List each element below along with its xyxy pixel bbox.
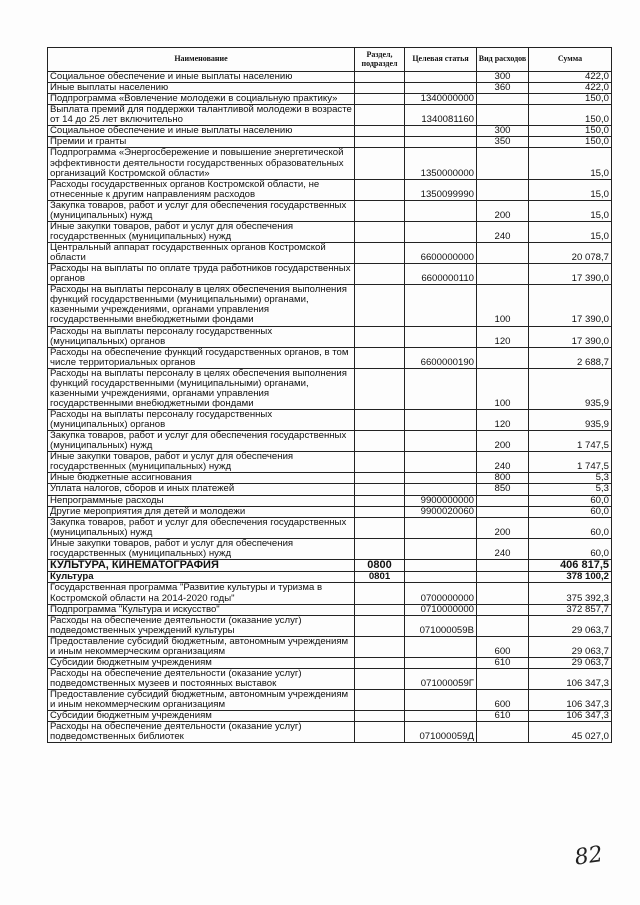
- cell-article: [405, 200, 477, 221]
- cell-name: Культура: [48, 572, 355, 583]
- cell-section: 0801: [355, 572, 405, 583]
- cell-type: 610: [477, 657, 529, 668]
- table-row: [48, 264, 612, 285]
- cell-name: Расходы на выплаты по оплате труда работников государственных органов: [48, 264, 355, 285]
- cell-section: [355, 431, 405, 452]
- cell-article: [405, 559, 477, 572]
- cell-sum: 1 747,5: [529, 431, 612, 452]
- table-row: [48, 83, 612, 94]
- cell-sum: 17 390,0: [529, 326, 612, 347]
- cell-type: [477, 615, 529, 636]
- cell-type: [477, 179, 529, 200]
- cell-section: [355, 722, 405, 743]
- cell-name: Расходы на выплаты персоналу в целях обеспечения выполнения функций государственными (муниципальными) органами, казенными учреждениями, органами управления государственными внебюджетными фондами: [48, 368, 355, 409]
- table-header-row: [48, 48, 612, 72]
- table-row: [48, 326, 612, 347]
- cell-section: [355, 137, 405, 148]
- table-row: [48, 285, 612, 326]
- cell-type: 850: [477, 484, 529, 495]
- table-row: [48, 495, 612, 506]
- cell-name: Расходы государственных органов Костромской области, не отнесенные к другим направлениям расходов: [48, 179, 355, 200]
- cell-type: [477, 148, 529, 179]
- cell-name: Закупка товаров, работ и услуг для обеспечения государственных (муниципальных) нужд: [48, 517, 355, 538]
- cell-section: [355, 604, 405, 615]
- cell-sum: 106 347,3: [529, 668, 612, 689]
- cell-sum: 15,0: [529, 148, 612, 179]
- cell-name: Закупка товаров, работ и услуг для обеспечения государственных (муниципальных) нужд: [48, 200, 355, 221]
- cell-section: [355, 105, 405, 126]
- cell-sum: 2 688,7: [529, 347, 612, 368]
- cell-article: [405, 538, 477, 559]
- cell-sum: 378 100,2: [529, 572, 612, 583]
- cell-article: [405, 690, 477, 711]
- table-row: [48, 711, 612, 722]
- cell-section: [355, 94, 405, 105]
- cell-name: Иные бюджетные ассигнования: [48, 473, 355, 484]
- table-row: [48, 148, 612, 179]
- cell-article: [405, 636, 477, 657]
- cell-article: 1350000000: [405, 148, 477, 179]
- cell-article: 071000059В: [405, 615, 477, 636]
- cell-type: [477, 572, 529, 583]
- cell-sum: 422,0: [529, 83, 612, 94]
- cell-section: [355, 126, 405, 137]
- table-row: [48, 615, 612, 636]
- cell-sum: 15,0: [529, 221, 612, 242]
- cell-type: 100: [477, 285, 529, 326]
- table-row: [48, 243, 612, 264]
- table-row: [48, 221, 612, 242]
- header-section: Раздел, подраздел: [355, 48, 405, 72]
- header-sum: Сумма: [529, 48, 612, 72]
- cell-article: 6600000190: [405, 347, 477, 368]
- cell-section: [355, 636, 405, 657]
- cell-section: [355, 473, 405, 484]
- cell-type: [477, 604, 529, 615]
- table-row: [48, 105, 612, 126]
- cell-type: 100: [477, 368, 529, 409]
- cell-section: [355, 583, 405, 604]
- cell-sum: 29 063,7: [529, 636, 612, 657]
- cell-article: [405, 517, 477, 538]
- table-row: [48, 572, 612, 583]
- cell-type: 200: [477, 517, 529, 538]
- cell-section: [355, 347, 405, 368]
- cell-sum: 106 347,3: [529, 711, 612, 722]
- cell-sum: 150,0: [529, 137, 612, 148]
- cell-article: 071000059Д: [405, 722, 477, 743]
- cell-section: [355, 221, 405, 242]
- cell-section: [355, 615, 405, 636]
- cell-sum: 375 392,3: [529, 583, 612, 604]
- cell-sum: 15,0: [529, 200, 612, 221]
- cell-name: Субсидии бюджетным учреждениям: [48, 657, 355, 668]
- cell-name: Расходы на обеспечение деятельности (оказание услуг) подведомственных музеев и постоянных выставок: [48, 668, 355, 689]
- cell-type: 120: [477, 410, 529, 431]
- table-row: [48, 657, 612, 668]
- table-row: [48, 722, 612, 743]
- cell-sum: 15,0: [529, 179, 612, 200]
- cell-article: [405, 285, 477, 326]
- cell-section: [355, 657, 405, 668]
- cell-article: [405, 221, 477, 242]
- cell-article: [405, 137, 477, 148]
- cell-section: [355, 200, 405, 221]
- page-number: 82: [573, 842, 605, 871]
- cell-article: [405, 711, 477, 722]
- cell-name: Уплата налогов, сборов и иных платежей: [48, 484, 355, 495]
- table-row: [48, 368, 612, 409]
- cell-sum: 60,0: [529, 506, 612, 517]
- cell-type: [477, 105, 529, 126]
- header-type: Вид расходов: [477, 48, 529, 72]
- cell-type: [477, 347, 529, 368]
- cell-type: 200: [477, 431, 529, 452]
- cell-section: [355, 690, 405, 711]
- cell-article: [405, 72, 477, 83]
- cell-article: [405, 126, 477, 137]
- cell-section: 0800: [355, 559, 405, 572]
- cell-name: Другие мероприятия для детей и молодежи: [48, 506, 355, 517]
- cell-article: 071000059Г: [405, 668, 477, 689]
- table-row: [48, 604, 612, 615]
- cell-name: Предоставление субсидий бюджетным, автономным учреждениям и иным некоммерческим организациям: [48, 636, 355, 657]
- cell-section: [355, 179, 405, 200]
- cell-name: Иные закупки товаров, работ и услуг для обеспечения государственных (муниципальных) нужд: [48, 452, 355, 473]
- cell-article: [405, 431, 477, 452]
- cell-section: [355, 285, 405, 326]
- cell-type: 120: [477, 326, 529, 347]
- cell-type: [477, 94, 529, 105]
- cell-type: 350: [477, 137, 529, 148]
- cell-section: [355, 264, 405, 285]
- table-row: [48, 452, 612, 473]
- cell-name: КУЛЬТУРА, КИНЕМАТОГРАФИЯ: [48, 559, 355, 572]
- cell-sum: 372 857,7: [529, 604, 612, 615]
- cell-section: [355, 452, 405, 473]
- table-body: [48, 72, 612, 743]
- table-row: [48, 137, 612, 148]
- table-row: [48, 559, 612, 572]
- cell-name: Расходы на обеспечение функций государственных органов, в том числе территориальных органов: [48, 347, 355, 368]
- cell-article: 6600000000: [405, 243, 477, 264]
- cell-sum: 150,0: [529, 105, 612, 126]
- cell-sum: 935,9: [529, 368, 612, 409]
- cell-type: [477, 583, 529, 604]
- cell-sum: 406 817,5: [529, 559, 612, 572]
- cell-name: Закупка товаров, работ и услуг для обеспечения государственных (муниципальных) нужд: [48, 431, 355, 452]
- table-row: [48, 506, 612, 517]
- cell-sum: 5,3: [529, 484, 612, 495]
- cell-section: [355, 148, 405, 179]
- cell-sum: 45 027,0: [529, 722, 612, 743]
- cell-name: Премии и гранты: [48, 137, 355, 148]
- cell-section: [355, 243, 405, 264]
- table-row: [48, 690, 612, 711]
- cell-section: [355, 506, 405, 517]
- cell-type: 300: [477, 72, 529, 83]
- cell-type: 610: [477, 711, 529, 722]
- cell-name: Социальное обеспечение и иные выплаты населению: [48, 126, 355, 137]
- cell-type: 600: [477, 690, 529, 711]
- cell-type: [477, 722, 529, 743]
- table-row: [48, 583, 612, 604]
- cell-name: Государственная программа "Развитие культуры и туризма в Костромской области на 2014-2020 годы": [48, 583, 355, 604]
- cell-sum: 29 063,7: [529, 657, 612, 668]
- cell-type: [477, 264, 529, 285]
- cell-type: 360: [477, 83, 529, 94]
- cell-article: [405, 452, 477, 473]
- cell-section: [355, 668, 405, 689]
- cell-name: Субсидии бюджетным учреждениям: [48, 711, 355, 722]
- cell-name: Расходы на обеспечение деятельности (оказание услуг) подведомственных библиотек: [48, 722, 355, 743]
- cell-article: 1350099990: [405, 179, 477, 200]
- header-article: Целевая статья: [405, 48, 477, 72]
- cell-section: [355, 538, 405, 559]
- table-row: [48, 179, 612, 200]
- table-row: [48, 410, 612, 431]
- cell-article: [405, 326, 477, 347]
- cell-article: [405, 83, 477, 94]
- cell-sum: 106 347,3: [529, 690, 612, 711]
- cell-name: Иные закупки товаров, работ и услуг для обеспечения государственных (муниципальных) нужд: [48, 538, 355, 559]
- cell-name: Иные закупки товаров, работ и услуг для обеспечения государственных (муниципальных) нужд: [48, 221, 355, 242]
- cell-article: 9900000000: [405, 495, 477, 506]
- cell-type: 600: [477, 636, 529, 657]
- cell-article: [405, 473, 477, 484]
- cell-section: [355, 410, 405, 431]
- cell-article: 1340081160: [405, 105, 477, 126]
- cell-section: [355, 326, 405, 347]
- cell-name: Расходы на выплаты персоналу государственных (муниципальных) органов: [48, 326, 355, 347]
- table-row: [48, 347, 612, 368]
- cell-type: 300: [477, 126, 529, 137]
- cell-article: 6600000110: [405, 264, 477, 285]
- cell-section: [355, 711, 405, 722]
- cell-section: [355, 83, 405, 94]
- cell-sum: 150,0: [529, 126, 612, 137]
- cell-name: Центральный аппарат государственных органов Костромской области: [48, 243, 355, 264]
- cell-name: Иные выплаты населению: [48, 83, 355, 94]
- cell-article: 0710000000: [405, 604, 477, 615]
- cell-sum: 935,9: [529, 410, 612, 431]
- budget-table: [47, 47, 612, 743]
- cell-name: Подпрограмма «Энергосбережение и повышение энергетической эффективности деятельности государственных образовательных организаций Костромской области»: [48, 148, 355, 179]
- cell-name: Подпрограмма "Культура и искусство": [48, 604, 355, 615]
- table-row: [48, 517, 612, 538]
- cell-section: [355, 368, 405, 409]
- cell-sum: 5,3: [529, 473, 612, 484]
- cell-sum: 150,0: [529, 94, 612, 105]
- cell-name: Непрограммные расходы: [48, 495, 355, 506]
- cell-article: [405, 572, 477, 583]
- cell-article: 1340000000: [405, 94, 477, 105]
- header-name: Наименование: [48, 48, 355, 72]
- table-row: [48, 668, 612, 689]
- table-row: [48, 431, 612, 452]
- cell-sum: 17 390,0: [529, 264, 612, 285]
- cell-section: [355, 72, 405, 83]
- cell-type: [477, 495, 529, 506]
- table-row: [48, 72, 612, 83]
- cell-article: 9900020060: [405, 506, 477, 517]
- cell-type: 800: [477, 473, 529, 484]
- cell-name: Предоставление субсидий бюджетным, автономным учреждениям и иным некоммерческим организациям: [48, 690, 355, 711]
- cell-sum: 29 063,7: [529, 615, 612, 636]
- cell-sum: 60,0: [529, 538, 612, 559]
- cell-sum: 17 390,0: [529, 285, 612, 326]
- table-row: [48, 484, 612, 495]
- cell-article: 0700000000: [405, 583, 477, 604]
- cell-type: [477, 243, 529, 264]
- cell-name: Подпрограмма «Вовлечение молодежи в социальную практику»: [48, 94, 355, 105]
- cell-sum: 60,0: [529, 517, 612, 538]
- cell-type: 200: [477, 200, 529, 221]
- cell-section: [355, 484, 405, 495]
- table-row: [48, 200, 612, 221]
- cell-sum: 1 747,5: [529, 452, 612, 473]
- cell-article: [405, 484, 477, 495]
- cell-type: [477, 506, 529, 517]
- cell-article: [405, 657, 477, 668]
- cell-section: [355, 517, 405, 538]
- table-row: [48, 94, 612, 105]
- cell-name: Выплата премий для поддержки талантливой молодежи в возрасте от 14 до 25 лет включительно: [48, 105, 355, 126]
- cell-type: [477, 668, 529, 689]
- cell-type: 240: [477, 538, 529, 559]
- table-row: [48, 473, 612, 484]
- table-row: [48, 538, 612, 559]
- cell-article: [405, 368, 477, 409]
- table-row: [48, 636, 612, 657]
- cell-sum: 20 078,7: [529, 243, 612, 264]
- cell-name: Социальное обеспечение и иные выплаты населению: [48, 72, 355, 83]
- table-row: [48, 126, 612, 137]
- cell-type: 240: [477, 221, 529, 242]
- cell-name: Расходы на обеспечение деятельности (оказание услуг) подведомственных учреждений культуры: [48, 615, 355, 636]
- cell-section: [355, 495, 405, 506]
- cell-article: [405, 410, 477, 431]
- cell-name: Расходы на выплаты персоналу в целях обеспечения выполнения функций государственными (муниципальными) органами, казенными учреждениями, органами управления государственными внебюджетными фондами: [48, 285, 355, 326]
- cell-sum: 60,0: [529, 495, 612, 506]
- cell-name: Расходы на выплаты персоналу государственных (муниципальных) органов: [48, 410, 355, 431]
- cell-sum: 422,0: [529, 72, 612, 83]
- cell-type: [477, 559, 529, 572]
- cell-type: 240: [477, 452, 529, 473]
